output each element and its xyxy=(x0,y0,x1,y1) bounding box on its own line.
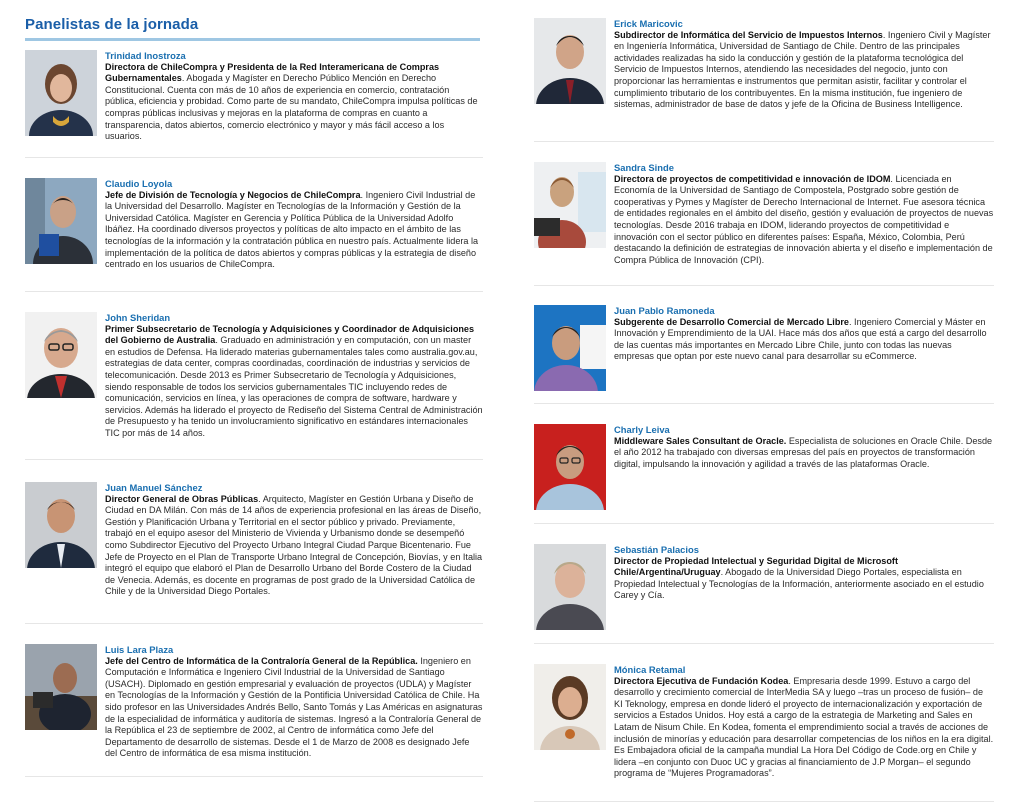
panelist-name: Mónica Retamal xyxy=(614,664,686,675)
divider xyxy=(25,623,483,624)
panelist-bio: . Ingeniero Comercial y Máster en Innovación y Emprendimiento de la UAI. Hace más dos años que está a cargo del desarrollo de las cuentas más importantes en Mercado Libre Chile, junto con todas las nuevas empresas que optan por este nuevo canal para desarrollar su eCommerce. xyxy=(614,316,987,362)
panelist-role: Primer Subsecretario de Tecnología y Adquisiciones y Coordinador de Adquisiciones del Gobierno de Australia xyxy=(105,323,475,346)
panelist-role: Subgerente de Desarrollo Comercial de Mercado Libre xyxy=(614,316,849,327)
divider xyxy=(534,643,994,644)
portrait-photo xyxy=(534,305,606,391)
portrait-photo xyxy=(25,644,97,730)
panelist-bio: Ingeniero en Computación e Informática e Ingeniero Civil Industrial de la Universidad de Santiago (USACH). Diplomado en gestión empresarial y evaluación de proyectos (UDLA) y Magíster en Tecnologías de la Información y Gestión de la Pontificia Universidad Católica de Chile. Ha sido profesor en las Universidades Andrés Bello, Santo Tomás y Las Américas en asignaturas de la especialidad de informática y auditoría de sistemas. Ingresó a la Contraloría General de la República el 23 de septiembre de 2002, al Centro de informática como Jefe del Departamento de desarrollo de sistemas. Desde el 1 de Marzo de 2008 es designado Jefe del Centro de informática de esa misma institución. xyxy=(105,655,483,759)
panelist-name: Juan Manuel Sánchez xyxy=(105,482,203,493)
panelist-name: Claudio Loyola xyxy=(105,178,173,189)
portrait-photo xyxy=(25,178,97,264)
panelist-name: Sandra Sinde xyxy=(614,162,674,173)
panelist-bio: . Arquitecto, Magíster en Gestión Urbana y Diseño de Ciudad en DA Milán. Con más de 14 años de experiencia profesional en las áreas de Diseño, Gestión y Planificación Urbana y Territorial en el sector público y privado. Previamente, trabajó en el equipo asesor del Ministerio de Vivienda y Urbanismo donde se desempeñó como Subdirector Ejecutivo del Proyecto Urbano Integral Ciudad Parque Bicentenario. Fue Jefe de Proyecto en el Plan de Transporte Urbano Integral de Concepción, Biovías, y en Italia integró el equipo que elaboró el Plan de Desarrollo Urbano del Borde Costero de la Ciudad de Venecia. Además, es docente en programas de post grado de la Universidad Católica de Chile y de la Universidad Diego Portales. xyxy=(105,493,483,597)
divider xyxy=(25,291,483,292)
portrait-photo xyxy=(534,424,606,510)
portrait-photo xyxy=(534,544,606,630)
panelist-name: John Sheridan xyxy=(105,312,171,323)
panelist-bio: . Abogada y Magíster en Derecho Público Mención en Derecho Constitucional. Cuenta con más de 10 años de experiencia en comercio, contratación pública, eficiencia y probidad. Como parte de su mandato, ChileCompra impulsa políticas de compras públicas inclusivas y mejoras en la plataforma de compras en cuanto a transparencia, datos abiertos, comercio electrónico y mayor y más fácil acceso a los usuarios. xyxy=(105,73,478,142)
panelist-role: Director General de Obras Públicas xyxy=(105,493,259,504)
panelist-bio: . Licenciada en Economía de la Universidad de Santiago de Compostela, Postgrado sobre gestión de cooperativas y Pymes y Magíster de Derecho Internacional de Internet. Fue asesora técnica de entidades regionales en el ámbito del diseño, gestión y evaluación de proyectos de nuevas tecnologías. Desde 2016 trabaja en IDOM, liderando proyectos de competitividad e innovación con el sector público en diferentes países: España, México, Colombia, Perú destacando la definición de estrategias de innovación abierta y el diseño e implementación de Compra Pública de Innovación (CPI). xyxy=(614,173,994,265)
panelist-role: Jefe de División de Tecnología y Negocios de ChileCompra xyxy=(105,189,361,200)
panelist-name: Erick Maricovic xyxy=(614,18,683,29)
panelist-role: Jefe del Centro de Informática de la Contraloría General de la República. xyxy=(105,655,418,666)
panelist-role: Directora de ChileCompra y Presidenta de la Red Interamericana de Compras Gubernamentales xyxy=(105,61,440,84)
panelist-bio: . Ingeniero Civil Industrial de la Universidad del Desarrollo. Magíster en Tecnologías de la Información y Gestión de la Universidad Católica. Magíster en Gerencia y Política Pública de la Universidad Adolfo Ibáñez. Ha coordinado diversos proyectos y políticas de alto impacto en el ámbito de las tecnologías de la información y la contratación pública en nuestro país. Actualmente lidera la implementación de la política de datos abiertos y compras públicas y la estrategia de diseño centrado en los usuarios de ChileCompra. xyxy=(105,189,479,270)
divider xyxy=(25,776,483,777)
divider xyxy=(534,403,994,404)
page-heading: Panelistas de la jornada xyxy=(25,16,199,33)
portrait-photo xyxy=(25,312,97,398)
divider xyxy=(534,141,994,142)
portrait-photo xyxy=(534,162,606,248)
divider xyxy=(25,459,483,460)
panelist-name: Luis Lara Plaza xyxy=(105,644,174,655)
panelist-bio: . Empresaria desde 1999. Estuvo a cargo del desarrollo y crecimiento comercial de InterMedia SA y luego –tras un proceso de fusión– de KI Teknology, empresa en donde lideró el proyecto de internacionalización y exportación de servicios a Estados Unidos. Hoy está a cargo de la estrategia de Marketing and Sales en Latam de Nisum Chile. En Kodea, fomenta el emprendimiento social a través de acciones de inclusión de minorías y educación para desarrollar competencias de los niños en la era digital. Es Embajadora oficial de la campaña mundial La Hora Del Código de Code.org en Chile y lidera –en conjunto con Duoc UC y gracias al financiamiento de J.P Morgan– el segundo programa de “Mujeres Programadoras”. xyxy=(614,675,994,779)
divider xyxy=(534,523,994,524)
panelist-name: Charly Leiva xyxy=(614,424,670,435)
panelist-role: Directora Ejecutiva de Fundación Kodea xyxy=(614,675,789,686)
portrait-photo xyxy=(25,482,97,568)
portrait-photo xyxy=(534,18,606,104)
panelist-bio: . Ingeniero Civil y Magíster en Ingeniería Informática, Universidad de Santiago de Chile. Dentro de las principales actividades realizadas ha sido la conducción y gestión de la plataforma tecnológica del Servicio de Impuestos Internos, atendiendo las necesidades del negocio, junto con proporcionar las herramientas e instrumentos que permitan asistir, facilitar y controlar el cumplimiento tributario de los contribuyentes. En la misma institución, fue ingeniero de sistemas, administrador de base de datos y jefe de la Oficina de Business Intelligence. xyxy=(614,29,991,110)
panelist-name: Trinidad Inostroza xyxy=(105,50,186,61)
panelist-bio: . Abogado de la Universidad Diego Portales, especialista en Propiedad Intelectual y Tecnologías de la Información, anteriormente asociado en el estudio Carey y Cía. xyxy=(614,567,984,601)
panelist-role: Subdirector de Informática del Servicio de Impuestos Internos xyxy=(614,29,883,40)
panelist-role: Directora de proyectos de competitividad e innovación de IDOM xyxy=(614,173,891,184)
portrait-photo xyxy=(25,50,97,136)
panelist-bio: . Graduado en administración y en computación, con un master en estudios de Defensa. Ha liderado materias gubernamentales tales como australia.gov.au, estrategias de data center, compras coordinadas, coordinación de industrias y servicios de telecomunicación. Desde 2013 es Primer Subsecretario de Tecnología y Adquisiciones, siendo responsable de todos los servicios gubernamentales TIC incluyendo redes de comunicación, servicios en línea, y las operaciones de compra de software, hardware y servicios. Además ha liderado el proyecto de Rediseño del Sistema Central de Administración de Presupuesto y ha tenido un involucramiento significativo en estándares internacionales TIC por más de 14 años. xyxy=(105,335,483,438)
panelist-name: Sebastián Palacios xyxy=(614,544,699,555)
heading-underline xyxy=(25,38,480,41)
panelist-bio: Especialista de soluciones en Oracle Chile. Desde el año 2012 ha trabajado con diversas empresas del país en proyectos de transformación digital, impulsando la innovación y agilidad a través de las plataformas Oracle. xyxy=(614,435,993,469)
divider xyxy=(25,157,483,158)
divider xyxy=(534,285,994,286)
panelist-role: Director de Propiedad Intelectual y Seguridad Digital de Microsoft Chile/Argentina/Uruguay xyxy=(614,555,898,578)
panelist-name: Juan Pablo Ramoneda xyxy=(614,305,715,316)
panelist-role: Middleware Sales Consultant de Oracle. xyxy=(614,435,787,446)
divider xyxy=(534,801,994,802)
portrait-photo xyxy=(534,664,606,750)
